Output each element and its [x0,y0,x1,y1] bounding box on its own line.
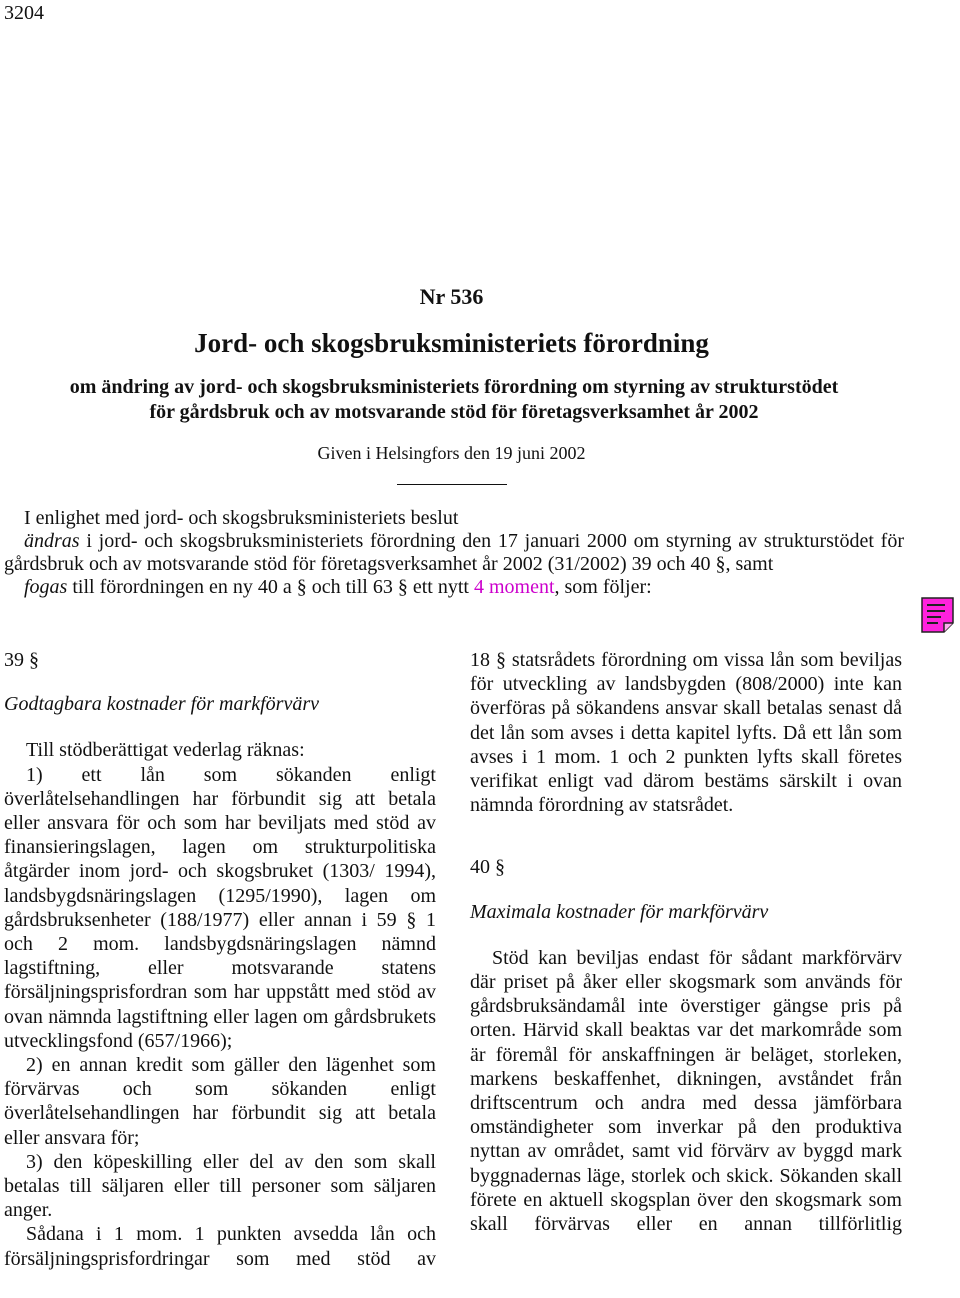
document-subtitle [4,375,904,425]
subtitle-line-1: om ändring av jord- och skogsbruksministeriets förordning om styrning av strukturstödet [69,376,839,398]
section-40-body: Stöd kan beviljas endast för sådant markförvärv där priset på åker eller skogsmark som används för gårdsbruksändamål inte överstiger gängse pris på orten. Härvid skall beaktas var det markområde som är föremål för anskaffningen är beläget, storleken, markens beskaffenhet, dikningen, avståndet från driftscentrum och andra med dessa jämförbara omständigheter som inverkar på den produktiva nyttan av området, samt vid förvärv av byggd mark byggnadernas läge, storlek och skick. Sökanden skall förete en aktuell skogsplan över den skogsmark som skall förvärvas eller en annan tillförlitlig [470,946,902,1236]
left-column [4,648,436,1271]
amended-moment-link[interactable]: 4 moment [473,576,555,598]
given-date-line: Given i Helsingfors den 19 juni 2002 [317,443,586,463]
section-39-title: Godtagbara kostnader för markförvärv [4,693,319,716]
right-column [470,648,902,1236]
preamble [4,507,904,599]
document-number: Nr 536 [419,284,484,309]
section-40-title: Maximala kostnader för markförvärv [470,900,769,923]
preamble-addition [4,576,904,599]
section-40-heading: 40 § [470,856,505,879]
amend-text: i jord- och skogsbruksministeriets förordning den 17 januari 2000 om styrning av strukturstödet för gårdsbruk och av motsvarande stöd för företagsverksamhet år 2002 (31/2002) 39 och 40 §, samt [4,530,904,575]
section-39-heading: 39 § [4,649,39,671]
section-39-item-3: 3) den köpeskilling eller del av den som skall betalas till säljaren eller till personer som säljaren anger. [4,1150,436,1222]
section-39-continued: 18 § statsrådets förordning om vissa lån som beviljas för utveckling av landsbygden (808/2000) inte kan överföras på sökandens ansvar skall betalas senast då det lån som avses i detta kapitel lyfts. Då ett lån som avses i 1 mom. 1 och 2 punkten lyfts skall företes verifikat enligt vad därom bestäms särskilt i ovan nämnda förordning av statsrådet. [470,649,902,817]
document-title: Jord- och skogsbruksministeriets förordning [194,328,709,358]
add-keyword: fogas [24,576,68,598]
note-icon[interactable] [921,597,954,633]
section-39-intro: Till stödberättigat vederlag räknas: [26,739,305,762]
subtitle-line-2: för gårdsbruk och av motsvarande stöd för företagsverksamhet år 2002 [149,401,759,423]
section-39-item-1: 1) ett lån som sökanden enligt överlåtelsehandlingen har förbundit sig att betala eller ansvara för och som har beviljats med stöd av finansieringslagen, lagen om strukturpolitiska åtgärder inom jord- och skogsbruket (1303/ 1994), landsbygdsnäringslagen (1295/1990), lagen om gårdsbruksenheter (188/1977) eller annan i 59 § 1 och 2 mom. landsbygdsnäringslagen nämnd lagstiftning, eller motsvarande statens försäljningsprisfordran som har uppstått med stöd av ovan nämnda lagstiftning eller lagen om gårdsbrukets utvecklingsfond (657/1966); [4,763,436,1052]
add-text-2: , som följer: [554,576,652,598]
page-number: 3204 [4,2,44,24]
amend-keyword: ändras [24,530,80,552]
add-text-1: till förordningen en ny 40 a § och till 63 § ett nytt [67,576,474,598]
section-39-closing: Sådana i 1 mom. 1 punkten avsedda lån och försäljningsprisfordringar som med stöd av [4,1223,436,1270]
section-39-item-2: 2) en annan kredit som gäller den lägenhet som förvärvas och som sökanden enligt överlåtelsehandlingen har förbundit sig att betala eller ansvara för; [4,1054,436,1149]
preamble-intro: I enlighet med jord- och skogsbruksministeriets beslut [24,507,459,529]
title-divider [397,484,507,485]
preamble-amendment [4,530,904,576]
